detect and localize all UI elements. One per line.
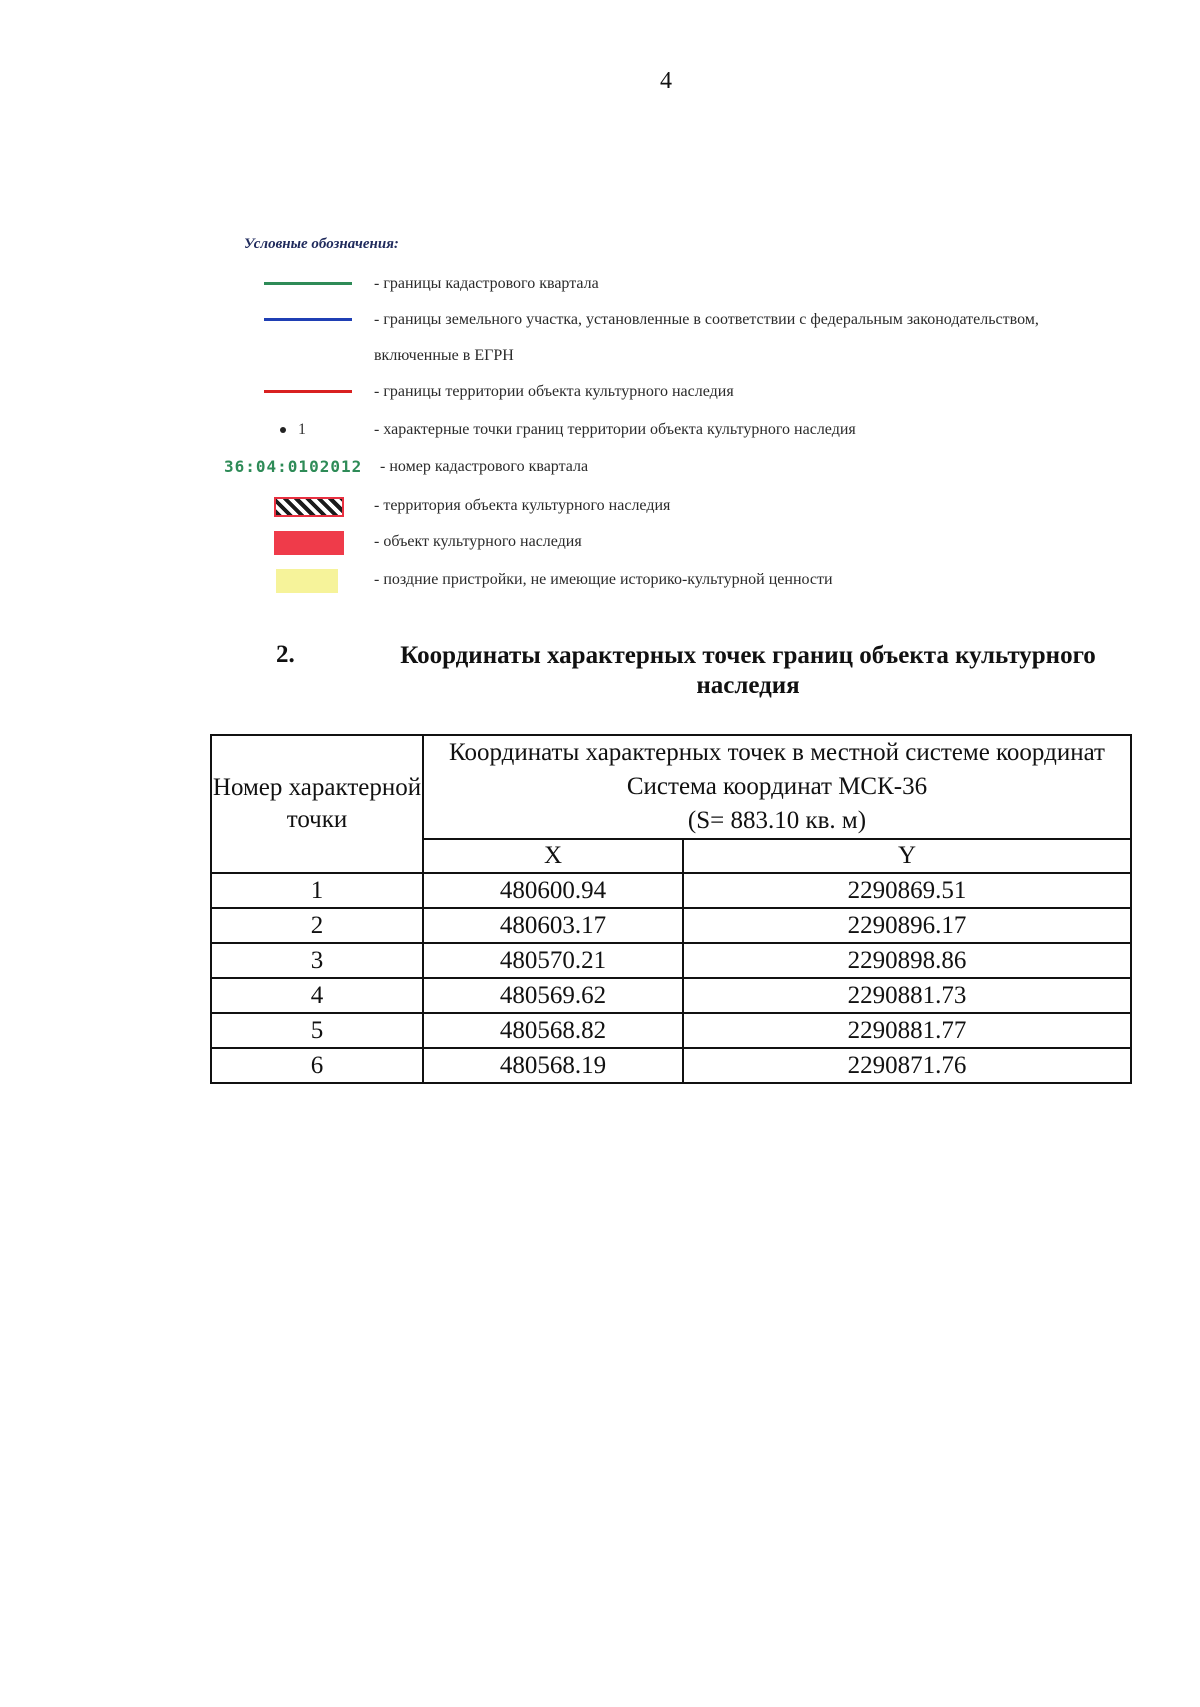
legend-item-late-additions bbox=[0, 569, 1200, 599]
cell-x: 480568.82 bbox=[423, 1013, 683, 1048]
legend-text: - границы кадастрового квартала bbox=[374, 275, 599, 292]
hatch-swatch-icon bbox=[274, 497, 344, 517]
blue-line-icon bbox=[264, 318, 352, 321]
cell-point: 3 bbox=[211, 943, 423, 978]
cell-y: 2290881.77 bbox=[683, 1013, 1131, 1048]
header-line: Система координат МСК-36 bbox=[626, 773, 928, 800]
cell-x: 480568.19 bbox=[423, 1048, 683, 1083]
table-row bbox=[211, 1013, 1131, 1048]
cell-point: 5 bbox=[211, 1013, 423, 1048]
cell-y: 2290896.17 bbox=[683, 908, 1131, 943]
section-number: 2. bbox=[276, 641, 295, 668]
yellow-swatch-icon bbox=[276, 569, 338, 593]
legend-text: - территория объекта культурного наследия bbox=[374, 497, 671, 514]
legend-item-heritage-boundary bbox=[0, 381, 1200, 411]
header-x: X bbox=[423, 839, 683, 873]
red-line-icon bbox=[264, 390, 352, 393]
cell-x: 480603.17 bbox=[423, 908, 683, 943]
red-swatch-icon bbox=[274, 531, 344, 555]
legend-title: Условные обозначения: bbox=[244, 236, 399, 252]
section-title: Координаты характерных точек границ объекта культурного наследия bbox=[400, 642, 1096, 699]
table-row bbox=[211, 978, 1131, 1013]
cell-y: 2290871.76 bbox=[683, 1048, 1131, 1083]
legend-item-heritage-object bbox=[0, 531, 1200, 561]
table-row bbox=[211, 943, 1131, 978]
table-row bbox=[211, 873, 1131, 908]
cell-x: 480600.94 bbox=[423, 873, 683, 908]
cell-point: 2 bbox=[211, 908, 423, 943]
header-y: Y bbox=[683, 839, 1131, 873]
coordinates-table bbox=[210, 734, 1132, 1084]
point-marker-icon: 1 bbox=[280, 419, 306, 441]
cell-x: 480570.21 bbox=[423, 943, 683, 978]
cadastral-number-label: 36:04:0102012 bbox=[224, 457, 363, 476]
legend-item-characteristic-points bbox=[0, 419, 1200, 449]
legend-item-cadastral-boundary bbox=[0, 273, 1200, 303]
header-coordinates bbox=[423, 735, 1131, 839]
cell-x: 480569.62 bbox=[423, 978, 683, 1013]
legend-item-heritage-territory bbox=[0, 495, 1200, 525]
cell-point: 1 bbox=[211, 873, 423, 908]
header-line: Координаты характерных точек в местной системе координат bbox=[449, 739, 1105, 766]
cell-point: 6 bbox=[211, 1048, 423, 1083]
cell-y: 2290898.86 bbox=[683, 943, 1131, 978]
cell-point: 4 bbox=[211, 978, 423, 1013]
cell-y: 2290881.73 bbox=[683, 978, 1131, 1013]
legend-text: - объект культурного наследия bbox=[374, 533, 582, 550]
legend-text: - границы земельного участка, установленные в соответствии с федеральным законодательством, включенные в ЕГРН bbox=[374, 311, 1039, 364]
legend-item-cadastral-number bbox=[0, 456, 1200, 486]
table-row bbox=[211, 908, 1131, 943]
cell-y: 2290869.51 bbox=[683, 873, 1131, 908]
legend-text: - поздние пристройки, не имеющие историко-культурной ценности bbox=[374, 571, 833, 588]
header-point-number: Номер характерной точки bbox=[211, 735, 423, 873]
legend-item-land-plot-boundary bbox=[0, 309, 1200, 364]
legend-text: - характерные точки границ территории объекта культурного наследия bbox=[374, 421, 856, 438]
legend-text: - номер кадастрового квартала bbox=[380, 458, 589, 475]
page-number: 4 bbox=[660, 68, 672, 94]
green-line-icon bbox=[264, 282, 352, 285]
legend-text: - границы территории объекта культурного наследия bbox=[374, 383, 734, 400]
table-row bbox=[211, 1048, 1131, 1083]
header-line: (S= 883.10 кв. м) bbox=[687, 807, 867, 834]
